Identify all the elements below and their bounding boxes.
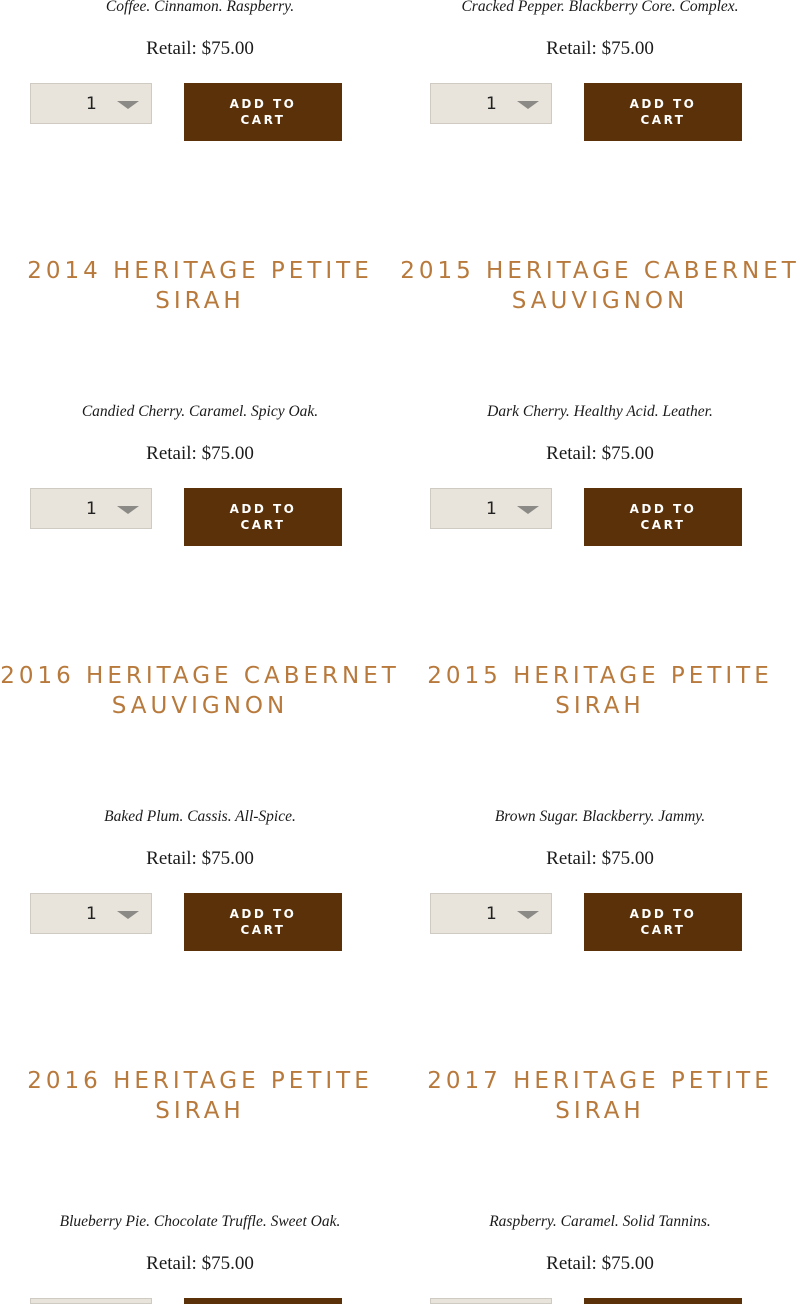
product-description: Blueberry Pie. Chocolate Truffle. Sweet Oak. <box>59 1213 341 1230</box>
add-to-cart-button[interactable]: ADD TO CART <box>584 893 742 951</box>
chevron-down-icon <box>517 911 539 919</box>
product-price: Retail: $75.00 <box>146 38 254 59</box>
product-description: Coffee. Cinnamon. Raspberry. <box>105 0 295 15</box>
product-title[interactable]: 2015 HERITAGE PETITE SIRAH <box>427 663 773 719</box>
quantity-select[interactable] <box>430 83 552 124</box>
product-price: Retail: $75.00 <box>546 848 654 869</box>
quantity-value: 1 <box>486 499 497 519</box>
quantity-select[interactable] <box>30 83 152 124</box>
add-to-cart-button[interactable]: ADD TO CART <box>584 488 742 546</box>
chevron-down-icon <box>117 101 139 109</box>
product-description: Brown Sugar. Blackberry. Jammy. <box>494 808 706 825</box>
add-to-cart-button[interactable]: ADD TO CART <box>184 83 342 141</box>
quantity-select[interactable] <box>430 1298 552 1304</box>
quantity-select[interactable] <box>430 488 552 529</box>
quantity-select[interactable] <box>30 1298 152 1304</box>
chevron-down-icon <box>117 506 139 514</box>
product-price: Retail: $75.00 <box>146 848 254 869</box>
product-description: Raspberry. Caramel. Solid Tannins. <box>489 1213 711 1230</box>
product-price: Retail: $75.00 <box>546 38 654 59</box>
product-description: Candied Cherry. Caramel. Spicy Oak. <box>81 403 319 420</box>
add-to-cart-button[interactable] <box>184 1298 342 1304</box>
product-price: Retail: $75.00 <box>546 443 654 464</box>
product-description: Dark Cherry. Healthy Acid. Leather. <box>487 403 713 420</box>
product-title[interactable]: 2016 HERITAGE PETITE SIRAH <box>27 1068 373 1124</box>
quantity-value: 1 <box>86 904 97 924</box>
product-description: Baked Plum. Cassis. All-Spice. <box>104 808 296 825</box>
product-price: Retail: $75.00 <box>146 443 254 464</box>
quantity-value: 1 <box>486 904 497 924</box>
quantity-select[interactable] <box>430 893 552 934</box>
quantity-value: 1 <box>86 499 97 519</box>
quantity-value: 1 <box>86 94 97 114</box>
chevron-down-icon <box>517 506 539 514</box>
quantity-select[interactable] <box>30 893 152 934</box>
quantity-value: 1 <box>486 94 497 114</box>
add-to-cart-button[interactable] <box>584 1298 742 1304</box>
add-to-cart-button[interactable]: ADD TO CART <box>184 488 342 546</box>
product-card <box>400 0 800 150</box>
product-price: Retail: $75.00 <box>546 1253 654 1274</box>
product-title[interactable]: 2014 HERITAGE PETITE SIRAH <box>27 258 373 314</box>
quantity-select[interactable] <box>30 488 152 529</box>
chevron-down-icon <box>117 911 139 919</box>
product-title[interactable]: 2017 HERITAGE PETITE SIRAH <box>427 1068 773 1124</box>
product-card <box>0 0 400 150</box>
product-price: Retail: $75.00 <box>146 1253 254 1274</box>
chevron-down-icon <box>517 101 539 109</box>
add-to-cart-button[interactable]: ADD TO CART <box>184 893 342 951</box>
product-title[interactable]: 2015 HERITAGE CABERNET SAUVIGNON <box>400 258 800 314</box>
add-to-cart-button[interactable]: ADD TO CART <box>584 83 742 141</box>
product-description: Cracked Pepper. Blackberry Core. Complex. <box>461 0 739 15</box>
product-title[interactable]: 2016 HERITAGE CABERNET SAUVIGNON <box>0 663 400 719</box>
